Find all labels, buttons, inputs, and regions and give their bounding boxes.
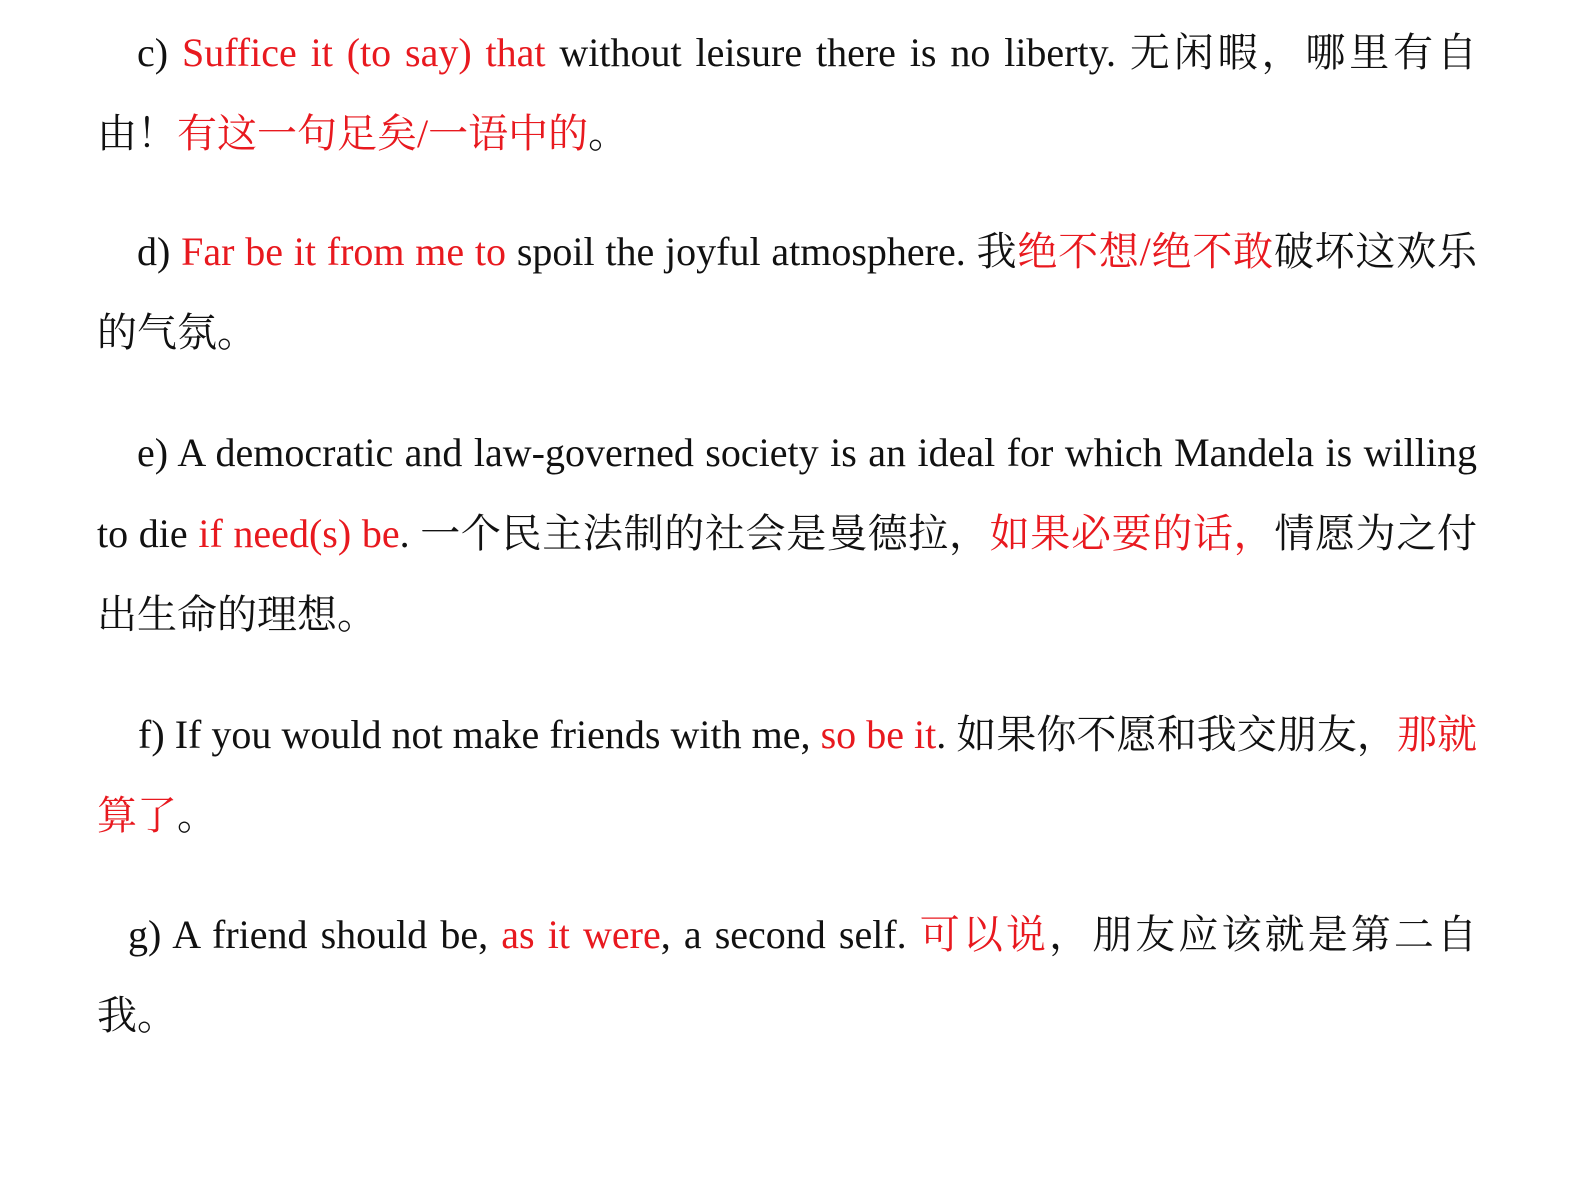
- example-e-ending: 情愿为之付出生命的理想。: [97, 511, 1478, 637]
- example-e: [97, 412, 1487, 655]
- example-d-translation-phrase: 绝不想/绝不敢: [1017, 229, 1274, 274]
- example-c-translation-phrase: 有这一句足矣/一语中的: [177, 111, 589, 156]
- example-d-sentence: spoil the joyful atmosphere. 我: [506, 229, 1018, 274]
- example-e-phrase: if need(s) be: [198, 511, 400, 556]
- example-f-ending: 。: [177, 793, 217, 838]
- example-g: [97, 894, 1477, 1056]
- example-g-sentence-end: , a second self.: [660, 912, 920, 957]
- example-e-translation-phrase: 如果必要的话，: [989, 511, 1275, 556]
- example-f-translation: . 如果你不愿和我交朋友，: [936, 712, 1397, 757]
- example-f-phrase: so be it: [820, 712, 937, 757]
- example-d-ending: 破坏这欢乐的气氛。: [97, 229, 1478, 355]
- example-e-translation: . 一个民主法制的社会是曼德拉，: [399, 511, 990, 556]
- example-e-sentence: e) A democratic and law-governed society is an ideal for which Mandela is willing to die: [97, 430, 1487, 556]
- example-c-label: c): [137, 30, 182, 75]
- example-d-phrase: Far be it from me to: [181, 229, 507, 274]
- example-d-label: d): [137, 229, 182, 274]
- example-g-sentence-start: g) A friend should be,: [128, 912, 502, 957]
- example-f: [97, 694, 1477, 856]
- example-f-sentence: f) If you would not make friends with me,: [138, 712, 821, 757]
- example-f-translation-phrase: 那就算了: [97, 712, 1478, 838]
- example-g-phrase: as it were: [501, 912, 661, 957]
- example-g-ending: ，朋友应该就是第二自我。: [97, 912, 1478, 1038]
- example-c-phrase: Suffice it (to say) that: [181, 30, 546, 75]
- example-c-ending: 。: [588, 111, 629, 156]
- example-g-translation-phrase: 可以说: [919, 912, 1050, 957]
- example-c-sentence: without leisure there is no liberty. 无闲暇，哪里有自由！: [97, 30, 1477, 156]
- example-d: [97, 211, 1477, 373]
- example-c: [97, 12, 1477, 174]
